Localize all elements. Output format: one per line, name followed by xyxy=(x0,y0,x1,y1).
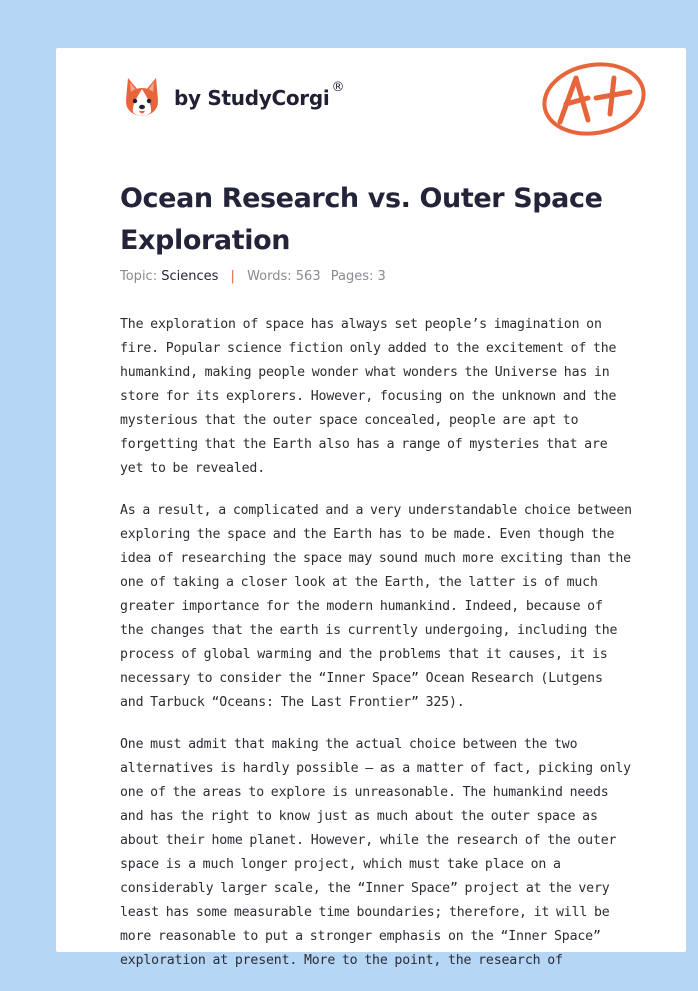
words-label: Words: xyxy=(247,269,292,284)
studycorgi-logo[interactable] xyxy=(122,76,344,120)
topic-label: Topic: xyxy=(120,269,158,284)
paragraph: One must admit that making the actual choice between the two alternatives is hardly possible – as a matter of fact, picking only one of the areas to explore is unreasonable. The humankind needs and has the right to know just as much about the outer space as about their home planet. However, while the research of the outer space is a much longer project, which must take place on a considerably larger scale, the “Inner Space” project at the very least has some measurable time boundaries; therefore, it will be more reasonable to put a stronger emphasis on the “Inner Space” exploration at present. More to the point, the research of xyxy=(120,737,631,968)
document-meta xyxy=(120,269,386,284)
topic-value[interactable]: Sciences xyxy=(161,269,219,284)
grade-badge-icon xyxy=(538,58,648,140)
registered-mark: ® xyxy=(331,80,345,95)
document-page xyxy=(56,48,686,968)
paragraph: The exploration of space has always set people’s imagination on fire. Popular science fiction only added to the excitement of the humankind, making people wonder what wonders the Universe has in store for its explorers. However, focusing on the unknown and the mysterious that the outer space concealed, people are apt to forgetting that the Earth also has a range of mysteries that are yet to be revealed. xyxy=(120,317,617,476)
pages-value: 3 xyxy=(377,269,386,284)
essay-body xyxy=(120,313,632,991)
corgi-icon xyxy=(122,76,162,120)
page-title: Ocean Research vs. Outer Space Exploration xyxy=(120,183,603,256)
words-value: 563 xyxy=(295,269,321,284)
meta-separator: | xyxy=(230,269,235,284)
paragraph: As a result, a complicated and a very understandable choice between exploring the space and the Earth has to be made. Even though the idea of researching the space may sound much more exciting than the one of taking a closer look at the Earth, the latter is of much greater importance for the modern humankind. Indeed, because of the changes that the earth is currently undergoing, including the process of global warming and the problems that it causes, it is necessary to consider the “Inner Space” Ocean Research (Lutgens and Tarbuck “Oceans: The Last Frontier” 325). xyxy=(120,503,632,710)
pages-label: Pages: xyxy=(330,269,374,284)
brand-name: by StudyCorgi ® xyxy=(174,80,345,110)
